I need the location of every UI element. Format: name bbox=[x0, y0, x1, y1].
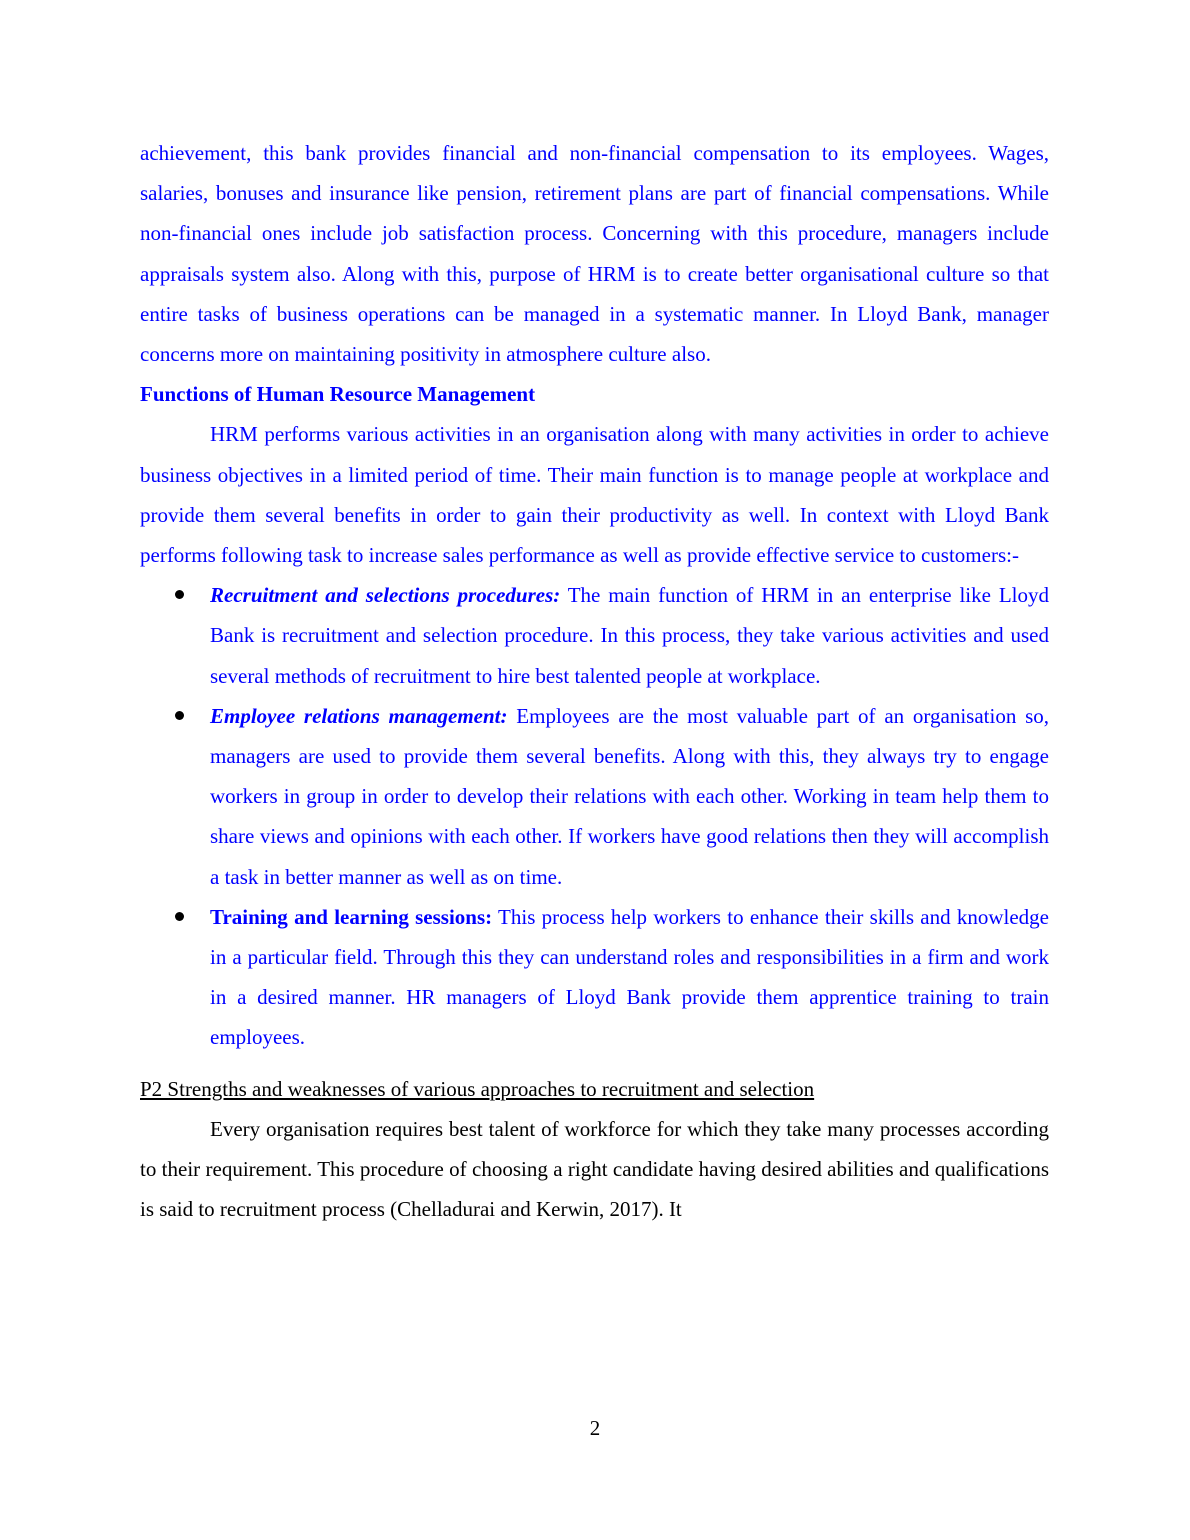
intro-paragraph: achievement, this bank provides financial and non-financial compensation to its employees. Wages, salaries, bonuses and insurance like pension, retirement plans are part of financial compensations. While non-financial ones include job satisfaction process. Concerning with this procedure, managers include appraisals system also. Along with this, purpose of HRM is to create better organisational culture so that entire tasks of business operations can be managed in a systematic manner. In Lloyd Bank, manager concerns more on maintaining positivity in atmosphere culture also. bbox=[140, 141, 1049, 367]
bullet-text: Employees are the most valuable part of an organisation so, managers are used to provide them several benefits. Along with this, they always try to engage workers in group in order to develop their relations with each other. Working in team help them to share views and opinions with each other. If workers have good relations then they will accomplish a task in better manner as well as on time. bbox=[210, 703, 1050, 889]
bullet-text: This process help workers to enhance their skills and knowledge in a particular field. Through this they can understand roles and responsibilities in a firm and work in a desired manner. HR managers of Lloyd Bank provide them apprentice training to train employees. bbox=[210, 904, 1049, 1050]
bullet-title: Recruitment and selections procedures: bbox=[210, 583, 561, 608]
bullet-icon bbox=[175, 590, 184, 599]
bullet-item-recruitment bbox=[140, 575, 1049, 696]
bullet-item-employee-relations bbox=[140, 696, 1049, 897]
section-paragraph: Every organisation requires best talent of workforce for which they take many processes according to their requirement. This procedure of choosing a right candidate having desired abilities and qualifications is said to recruitment process (Chelladurai and Kerwin, 2017). It bbox=[140, 1116, 1049, 1222]
bullet-icon bbox=[175, 912, 184, 921]
section-title-p2: P2 Strengths and weaknesses of various approaches to recruitment and selection bbox=[140, 1076, 815, 1101]
bullet-icon bbox=[175, 711, 184, 720]
bullet-title: Employee relations management: bbox=[210, 703, 508, 728]
document-page bbox=[140, 133, 1049, 1229]
bullet-title: Training and learning sessions: bbox=[210, 904, 493, 929]
functions-heading: Functions of Human Resource Management bbox=[140, 382, 536, 407]
bullet-text: The main function of HRM in an enterprise like Lloyd Bank is recruitment and selection procedure. In this process, they take various activities and used several methods of recruitment to hire best talented people at workplace. bbox=[210, 583, 1049, 688]
bullet-item-training bbox=[140, 897, 1049, 1058]
functions-paragraph: HRM performs various activities in an organisation along with many activities in order to achieve business objectives in a limited period of time. Their main function is to manage people at workplace and provide them several benefits in order to gain their productivity as well. In context with Lloyd Bank performs following task to increase sales performance as well as provide effective service to customers:- bbox=[140, 422, 1049, 568]
functions-bullet-list bbox=[140, 575, 1049, 1057]
page-number: 2 bbox=[589, 1416, 601, 1440]
